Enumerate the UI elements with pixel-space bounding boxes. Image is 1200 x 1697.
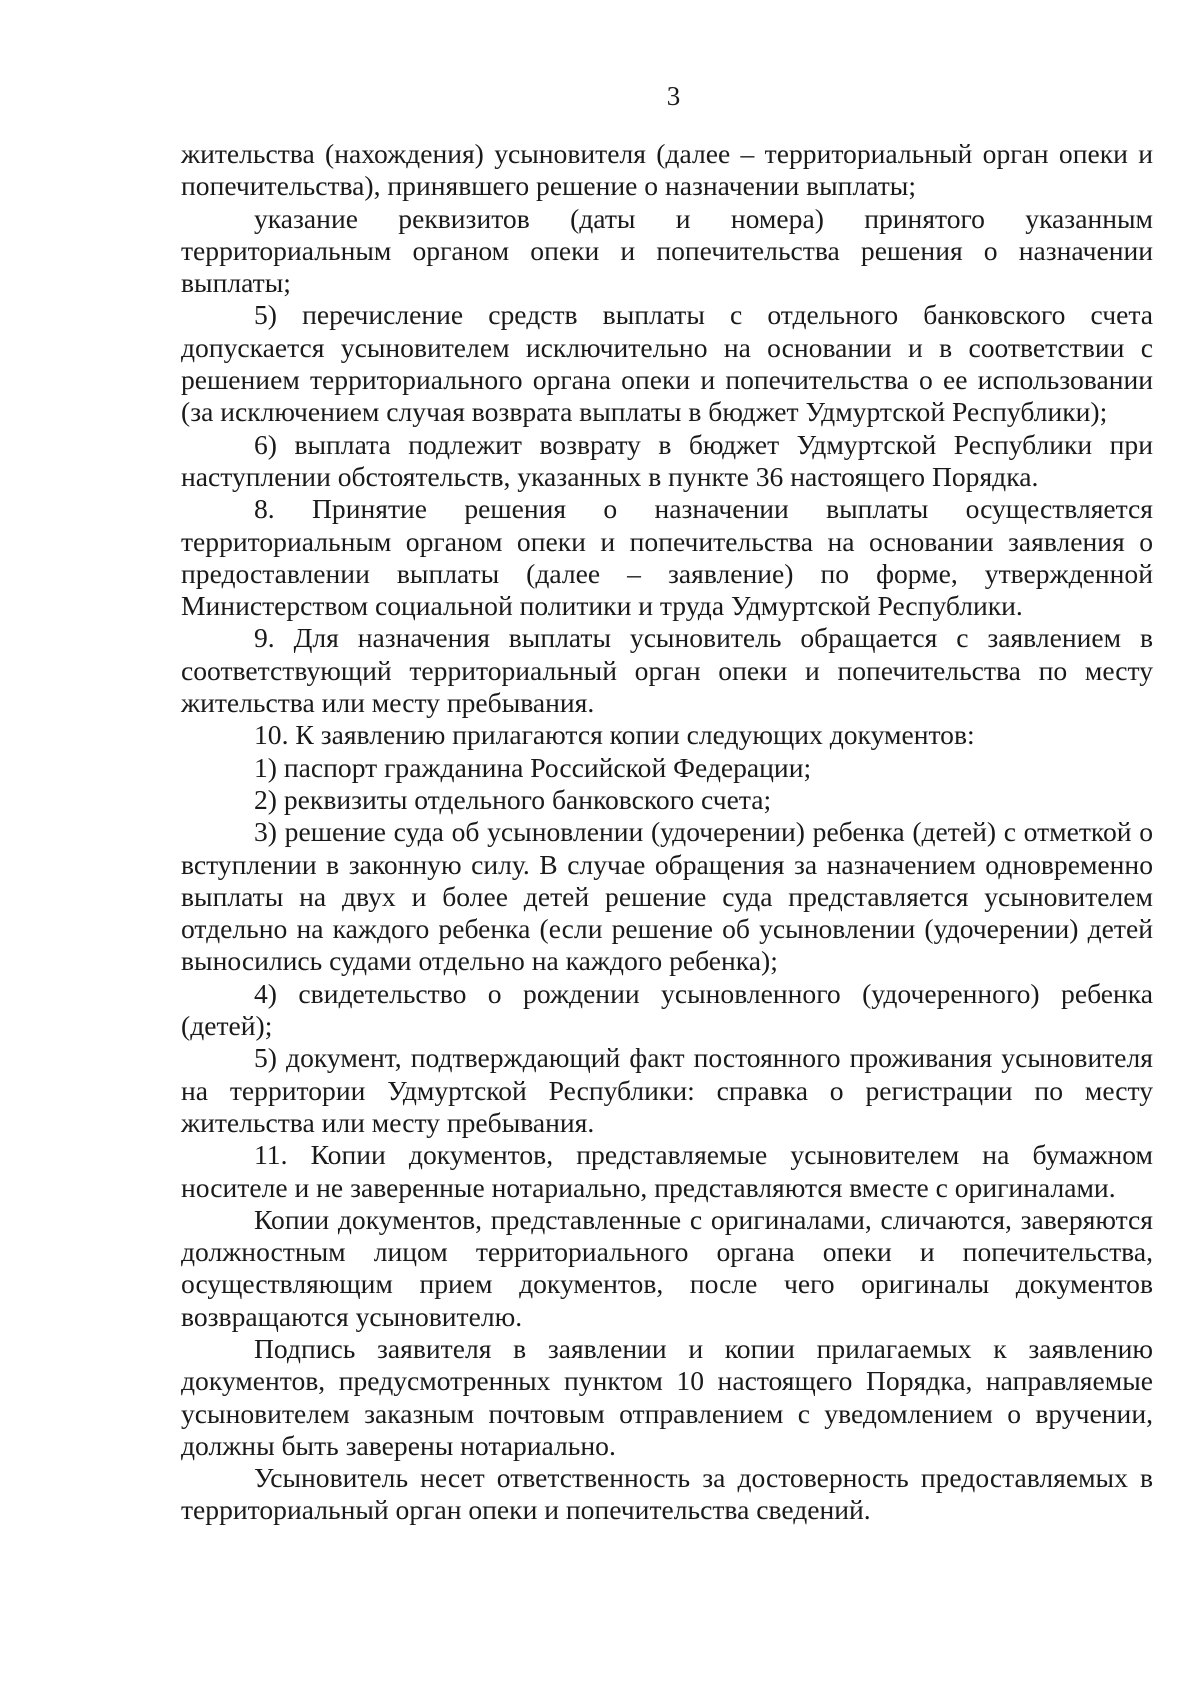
paragraph-item-6-return: 6) выплата подлежит возврату в бюджет Удмуртской Республики при наступлении обстоятельств, указанных в пункте 36 настоящего Порядка.: [181, 428, 1153, 492]
list-item-court-decision: 3) решение суда об усыновлении (удочерении) ребенка (детей) с отметкой о вступлении в законную силу. В случае обращения за назначением одновременно выплаты на двух и более детей решение суда представляется усыновителем отдельно на каждого ребенка (если решение об усыновлении (удочерении) детей выносились судами отдельно на каждого ребенка);: [181, 816, 1153, 977]
document-body: [181, 138, 1153, 1527]
paragraph-responsibility: Усыновитель несет ответственность за достоверность предоставляемых в территориальный орган опеки и попечительства сведений.: [181, 1462, 1153, 1526]
paragraph-residence-continuation: жительства (нахождения) усыновителя (далее – территориальный орган опеки и попечительства), принявшего решение о назначении выплаты;: [181, 138, 1153, 202]
paragraph-item-5-transfer: 5) перечисление средств выплаты с отдельного банковского счета допускается усыновителем исключительно на основании и в соответствии с решением территориального органа опеки и попечительства о ее использовании (за исключением случая возврата выплаты в бюджет Удмуртской Республики);: [181, 299, 1153, 428]
list-item-bank-account: 2) реквизиты отдельного банковского счета;: [254, 783, 772, 815]
page-number: 3: [666, 81, 681, 111]
list-item-passport: 1) паспорт гражданина Российской Федерации;: [254, 751, 812, 783]
paragraph-clause-9: 9. Для назначения выплаты усыновитель обращается с заявлением в соответствующий территориальный орган опеки и попечительства по месту жительства или месту пребывания.: [181, 622, 1153, 719]
paragraph-signature-notary: Подпись заявителя в заявлении и копии прилагаемых к заявлению документов, предусмотренных пунктом 10 настоящего Порядка, направляемые усыновителем заказным почтовым отправлением с уведомлением о вручении, должны быть заверены нотариально.: [181, 1332, 1153, 1461]
paragraph-clause-11: 11. Копии документов, представляемые усыновителем на бумажном носителе и не заверенные нотариально, представляются вместе с оригиналами.: [181, 1139, 1153, 1203]
list-item-birth-certificate: 4) свидетельство о рождении усыновленного (удочеренного) ребенка (детей);: [181, 977, 1153, 1042]
paragraph-clause-10: 10. К заявлению прилагаются копии следующих документов:: [254, 719, 975, 751]
paragraph-copies-verification: Копии документов, представленные с оригиналами, сличаются, заверяются должностным лицом территориального органа опеки и попечительства, осуществляющим прием документов, после чего оригиналы документов возвращаются усыновителю.: [181, 1203, 1153, 1332]
paragraph-clause-8: 8. Принятие решения о назначении выплаты осуществляется территориальным органом опеки и попечительства на основании заявления о предоставлении выплаты (далее – заявление) по форме, утвержденной Министерством социальной политики и труда Удмуртской Республики.: [181, 493, 1153, 622]
paragraph-decision-details: указание реквизитов (даты и номера) принятого указанным территориальным органом опеки и попечительства решения о назначении выплаты;: [181, 202, 1153, 299]
list-item-residence-document: 5) документ, подтверждающий факт постоянного проживания усыновителя на территории Удмуртской Республики: справка о регистрации по месту жительства или месту пребывания.: [181, 1042, 1153, 1138]
